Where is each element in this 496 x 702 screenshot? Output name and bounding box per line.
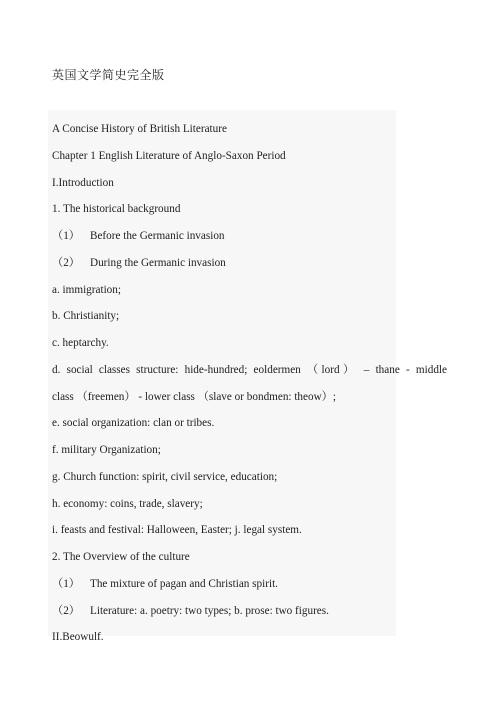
- list-item: b. Christianity;: [52, 310, 120, 322]
- list-item: d. social classes structure: hide-hundred; eoldermen （lord） – thane - middle: [52, 364, 447, 376]
- subsection-heading: 1. The historical background: [52, 203, 181, 215]
- item-number: （2）: [52, 605, 80, 617]
- list-item: e. social organization: clan or tribes.: [52, 417, 215, 429]
- section-heading: II.Beowulf.: [52, 631, 104, 643]
- item-text: The mixture of pagan and Christian spirit.: [90, 578, 278, 590]
- list-item: c. heptarchy.: [52, 337, 109, 349]
- list-item: i. feasts and festival: Halloween, Easter; j. legal system.: [52, 524, 302, 536]
- document-title: 英国文学简史完全版: [52, 68, 165, 82]
- book-title: A Concise History of British Literature: [52, 123, 227, 135]
- item-number: （1）: [52, 578, 80, 590]
- item-number: （1）: [52, 230, 80, 242]
- list-item-continuation: class （freemen） - lower class （slave or bondmen: theow）;: [52, 391, 336, 403]
- subsection-heading: 2. The Overview of the culture: [52, 551, 190, 563]
- item-text: During the Germanic invasion: [90, 257, 226, 269]
- item-text: Literature: a. poetry: two types; b. prose: two figures.: [90, 605, 329, 617]
- list-item: f. military Organization;: [52, 444, 161, 456]
- list-item: g. Church function: spirit, civil service, education;: [52, 471, 278, 483]
- list-item: [52, 577, 278, 591]
- list-item: [52, 604, 329, 618]
- list-item: h. economy: coins, trade, slavery;: [52, 498, 203, 510]
- list-item: a. immigration;: [52, 284, 121, 296]
- list-item: [52, 256, 226, 270]
- section-heading: I.Introduction: [52, 177, 114, 189]
- list-item: [52, 229, 225, 243]
- item-number: （2）: [52, 257, 80, 269]
- chapter-heading: Chapter 1 English Literature of Anglo-Saxon Period: [52, 150, 286, 162]
- item-text: Before the Germanic invasion: [90, 230, 225, 242]
